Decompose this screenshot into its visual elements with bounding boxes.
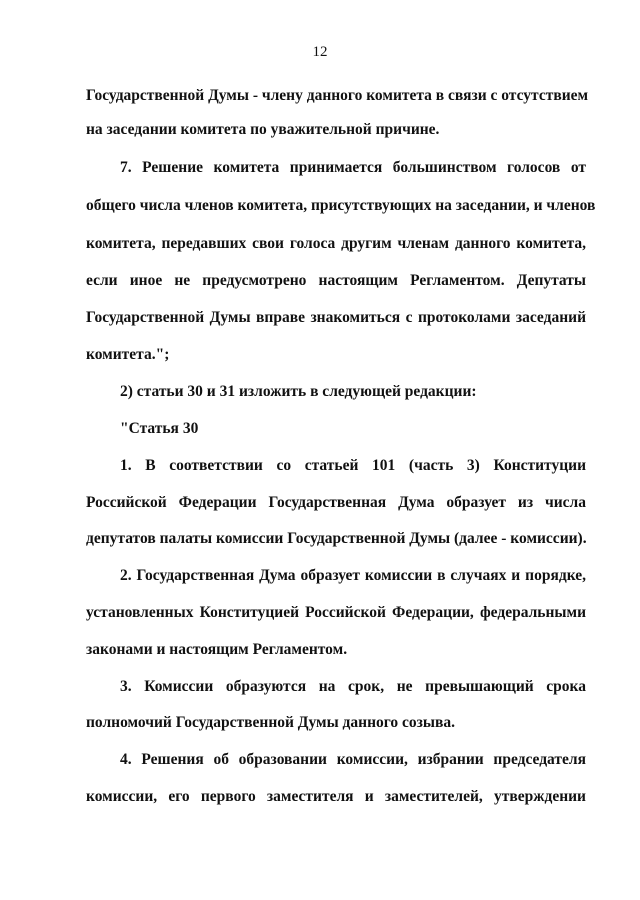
text-line: 4. Решения об образовании комиссии, избрании председателя (120, 751, 586, 768)
text-line: на заседании комитета по уважительной причине. (86, 121, 440, 138)
text-line: 2) статьи 30 и 31 изложить в следующей редакции: (120, 383, 477, 400)
text-line: Государственной Думы вправе знакомиться с протоколами заседаний (86, 309, 586, 326)
article-heading: "Статья 30 (120, 420, 199, 437)
text-line: установленных Конституцией Российской Федерации, федеральными (86, 604, 586, 621)
text-line: комитета."; (86, 346, 170, 363)
text-line: полномочий Государственной Думы данного созыва. (86, 714, 455, 731)
text-line: законами и настоящим Регламентом. (86, 641, 348, 658)
text-line: 2. Государственная Дума образует комиссии в случаях и порядке, (120, 567, 586, 584)
text-line: если иное не предусмотрено настоящим Регламентом. Депутаты (86, 272, 586, 289)
text-line: депутатов палаты комиссии Государственной Думы (далее - комиссии). (86, 530, 587, 547)
text-line: комиссии, его первого заместителя и заместителей, утверждении (86, 788, 586, 805)
text-line: Российской Федерации Государственная Дума образует из числа (86, 494, 586, 511)
text-line: Государственной Думы - члену данного комитета в связи с отсутствием (86, 87, 589, 104)
text-line: 3. Комиссии образуются на срок, не превышающий срока (120, 678, 586, 695)
text-line: комитета, передавших свои голоса другим членам данного комитета, (86, 235, 586, 252)
text-line: 7. Решение комитета принимается большинством голосов от (120, 159, 586, 176)
page-number: 12 (312, 44, 328, 60)
text-line: 1. В соответствии со статьей 101 (часть 3) Конституции (120, 457, 586, 474)
text-line: общего числа членов комитета, присутствующих на заседании, и членов (86, 197, 596, 214)
